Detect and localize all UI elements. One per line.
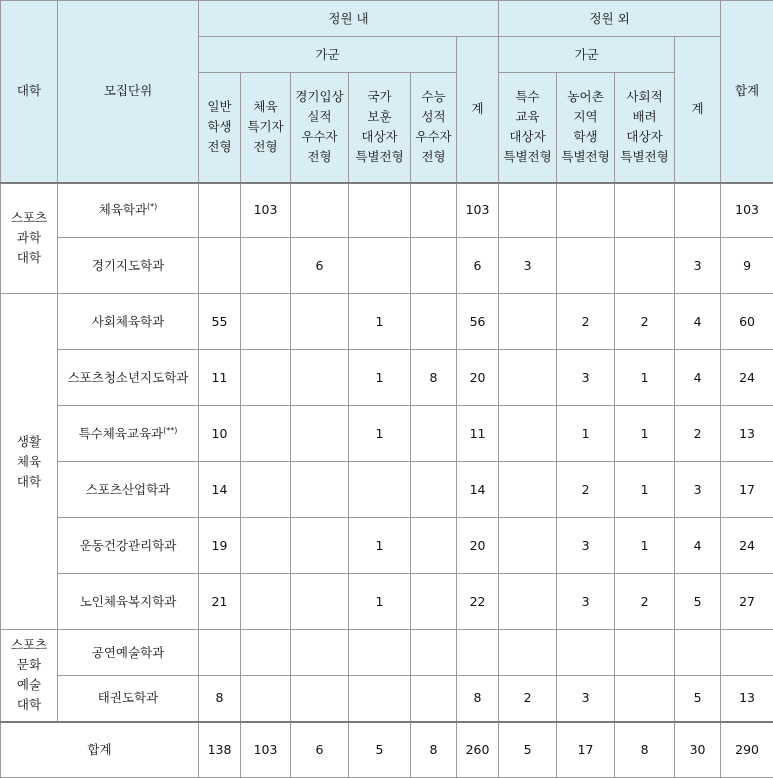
col-header-rural: 농어촌 지역 학생 특별전형	[557, 73, 615, 183]
quota-cell	[291, 350, 349, 406]
group-header-outside-quota: 정원 외	[499, 1, 721, 37]
quota-cell: 1	[349, 350, 411, 406]
subgroup-header-ga-out: 가군	[499, 37, 675, 73]
quota-cell: 2	[499, 676, 557, 722]
quota-cell: 103	[241, 183, 291, 238]
quota-cell: 1	[615, 518, 675, 574]
col-header-athlete: 체육 특기자 전형	[241, 73, 291, 183]
quota-cell: 9	[721, 238, 773, 294]
unit-name-cell	[58, 676, 199, 722]
quota-cell	[349, 238, 411, 294]
unit-name: 체육학과	[99, 202, 147, 217]
quota-cell	[557, 238, 615, 294]
table-row	[1, 462, 773, 518]
total-cell: 5	[349, 722, 411, 778]
footnote-mark: (*)	[147, 202, 157, 211]
total-cell: 8	[411, 722, 457, 778]
table-row	[1, 676, 773, 722]
unit-name-cell	[58, 238, 199, 294]
quota-cell	[349, 630, 411, 676]
quota-cell: 1	[615, 350, 675, 406]
quota-cell	[557, 630, 615, 676]
quota-cell	[615, 183, 675, 238]
total-cell: 6	[291, 722, 349, 778]
quota-cell	[291, 406, 349, 462]
table-body	[1, 183, 773, 778]
quota-cell	[199, 183, 241, 238]
col-header-general: 일반 학생 전형	[199, 73, 241, 183]
col-header-veterans: 국가 보훈 대상자 특별전형	[349, 73, 411, 183]
quota-cell: 3	[557, 676, 615, 722]
quota-cell	[675, 630, 721, 676]
quota-cell: 24	[721, 518, 773, 574]
table-row	[1, 238, 773, 294]
quota-cell: 11	[457, 406, 499, 462]
unit-name: 특수체육교육과	[79, 426, 164, 441]
quota-cell	[721, 630, 773, 676]
quota-cell: 8	[411, 350, 457, 406]
quota-cell: 24	[721, 350, 773, 406]
quota-cell	[291, 518, 349, 574]
quota-cell: 6	[291, 238, 349, 294]
quota-cell: 8	[457, 676, 499, 722]
quota-cell	[241, 406, 291, 462]
unit-name: 공연예술학과	[92, 645, 164, 660]
quota-cell	[411, 574, 457, 630]
quota-cell	[411, 676, 457, 722]
quota-cell: 13	[721, 406, 773, 462]
col-header-total: 합계	[721, 1, 773, 183]
quota-cell	[241, 574, 291, 630]
quota-cell	[499, 518, 557, 574]
quota-cell: 1	[557, 406, 615, 462]
unit-name: 노인체육복지학과	[80, 594, 177, 609]
unit-name-cell	[58, 406, 199, 462]
college-cell: 스포츠 문화 예술 대학	[1, 630, 58, 722]
quota-cell: 27	[721, 574, 773, 630]
unit-name-cell	[58, 294, 199, 350]
quota-cell	[241, 350, 291, 406]
col-header-special-edu: 특수 교육 대상자 특별전형	[499, 73, 557, 183]
table-row	[1, 574, 773, 630]
quota-cell: 20	[457, 350, 499, 406]
quota-cell: 21	[199, 574, 241, 630]
quota-cell: 3	[499, 238, 557, 294]
quota-cell	[291, 294, 349, 350]
quota-cell: 1	[349, 294, 411, 350]
unit-name-cell	[58, 630, 199, 676]
totals-row	[1, 722, 773, 778]
col-header-csat: 수능 성적 우수자 전형	[411, 73, 457, 183]
quota-cell: 1	[615, 462, 675, 518]
quota-cell	[291, 574, 349, 630]
quota-cell: 3	[675, 238, 721, 294]
table-row	[1, 406, 773, 462]
total-cell: 260	[457, 722, 499, 778]
unit-name: 사회체육학과	[92, 314, 164, 329]
quota-cell: 5	[675, 574, 721, 630]
quota-cell	[349, 183, 411, 238]
quota-cell	[241, 294, 291, 350]
unit-name-cell	[58, 462, 199, 518]
unit-name-cell	[58, 350, 199, 406]
quota-cell: 4	[675, 350, 721, 406]
quota-cell	[499, 630, 557, 676]
quota-cell: 10	[199, 406, 241, 462]
quota-cell	[241, 676, 291, 722]
table-row	[1, 518, 773, 574]
quota-cell: 14	[457, 462, 499, 518]
quota-cell	[557, 183, 615, 238]
col-header-out-sum: 계	[675, 37, 721, 183]
quota-cell: 60	[721, 294, 773, 350]
college-cell: 생활 체육 대학	[1, 294, 58, 630]
total-cell: 290	[721, 722, 773, 778]
quota-cell	[241, 630, 291, 676]
quota-cell: 2	[675, 406, 721, 462]
quota-cell	[241, 462, 291, 518]
quota-cell: 20	[457, 518, 499, 574]
quota-cell	[499, 350, 557, 406]
quota-cell: 3	[557, 518, 615, 574]
quota-cell: 3	[557, 574, 615, 630]
quota-cell	[675, 183, 721, 238]
quota-cell	[411, 238, 457, 294]
table-row	[1, 350, 773, 406]
total-cell: 17	[557, 722, 615, 778]
col-header-unit: 모집단위	[58, 1, 199, 183]
group-header-inside-quota: 정원 내	[199, 1, 499, 37]
quota-cell: 4	[675, 518, 721, 574]
quota-cell: 103	[721, 183, 773, 238]
quota-cell	[291, 630, 349, 676]
quota-cell	[349, 462, 411, 518]
quota-cell: 8	[199, 676, 241, 722]
table-row	[1, 630, 773, 676]
quota-cell	[241, 518, 291, 574]
quota-cell: 11	[199, 350, 241, 406]
col-header-in-sum: 계	[457, 37, 499, 183]
quota-cell: 5	[675, 676, 721, 722]
quota-cell: 6	[457, 238, 499, 294]
quota-cell	[291, 183, 349, 238]
table-row	[1, 294, 773, 350]
quota-cell: 2	[557, 294, 615, 350]
totals-label: 합계	[1, 722, 199, 778]
quota-cell: 17	[721, 462, 773, 518]
unit-name: 운동건강관리학과	[80, 538, 177, 553]
quota-cell	[199, 630, 241, 676]
quota-cell	[499, 406, 557, 462]
quota-cell: 4	[675, 294, 721, 350]
total-cell: 8	[615, 722, 675, 778]
quota-cell: 22	[457, 574, 499, 630]
quota-cell: 13	[721, 676, 773, 722]
subgroup-header-ga-in: 가군	[199, 37, 457, 73]
quota-cell	[499, 183, 557, 238]
quota-cell: 1	[349, 574, 411, 630]
quota-cell	[349, 676, 411, 722]
quota-cell	[499, 462, 557, 518]
total-cell: 30	[675, 722, 721, 778]
unit-name-cell	[58, 518, 199, 574]
unit-name: 태권도학과	[98, 690, 158, 705]
college-cell: 스포츠 과학 대학	[1, 183, 58, 294]
quota-cell: 1	[349, 406, 411, 462]
quota-cell	[457, 630, 499, 676]
unit-name-cell	[58, 574, 199, 630]
unit-name-cell	[58, 183, 199, 238]
quota-cell: 56	[457, 294, 499, 350]
total-cell: 103	[241, 722, 291, 778]
quota-cell	[411, 518, 457, 574]
quota-cell	[615, 238, 675, 294]
table-row	[1, 183, 773, 238]
total-cell: 138	[199, 722, 241, 778]
quota-cell: 19	[199, 518, 241, 574]
unit-name: 스포츠산업학과	[86, 482, 171, 497]
quota-cell	[411, 183, 457, 238]
quota-cell: 3	[557, 350, 615, 406]
quota-cell	[615, 676, 675, 722]
table-header	[1, 1, 773, 183]
total-cell: 5	[499, 722, 557, 778]
unit-name: 스포츠청소년지도학과	[68, 370, 189, 385]
quota-cell	[199, 238, 241, 294]
col-header-social: 사회적 배려 대상자 특별전형	[615, 73, 675, 183]
quota-cell	[291, 462, 349, 518]
quota-cell: 1	[349, 518, 411, 574]
col-header-competition: 경기입상 실적 우수자 전형	[291, 73, 349, 183]
footnote-mark: (**)	[163, 425, 177, 434]
quota-cell	[291, 676, 349, 722]
quota-cell	[615, 630, 675, 676]
quota-cell: 2	[615, 294, 675, 350]
quota-cell	[241, 238, 291, 294]
quota-cell	[499, 574, 557, 630]
quota-cell: 103	[457, 183, 499, 238]
quota-cell	[411, 462, 457, 518]
quota-cell: 14	[199, 462, 241, 518]
quota-cell	[411, 406, 457, 462]
quota-cell	[499, 294, 557, 350]
quota-cell: 55	[199, 294, 241, 350]
quota-cell: 3	[675, 462, 721, 518]
col-header-university: 대학	[1, 1, 58, 183]
unit-name: 경기지도학과	[92, 258, 164, 273]
quota-cell	[411, 294, 457, 350]
quota-cell: 1	[615, 406, 675, 462]
quota-cell: 2	[557, 462, 615, 518]
quota-cell: 2	[615, 574, 675, 630]
quota-cell	[411, 630, 457, 676]
